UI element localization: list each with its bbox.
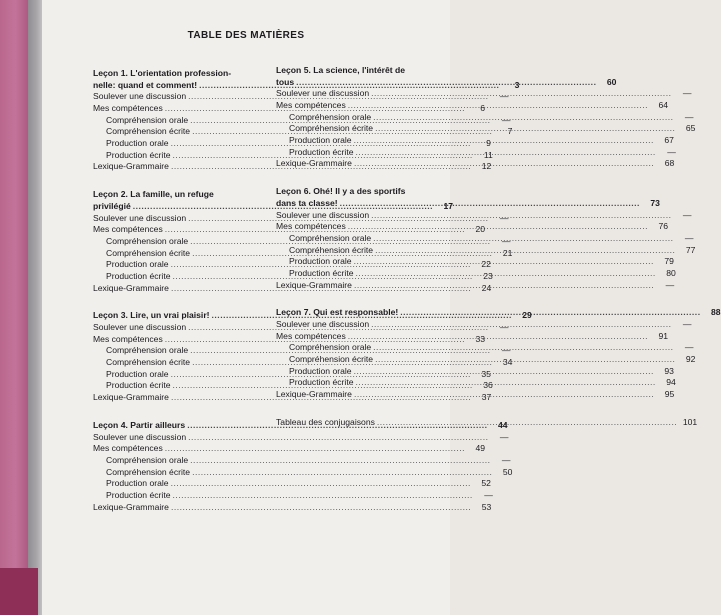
toc-entry-label: Lexique-Grammaire (276, 279, 352, 290)
toc-entry-label: Production écrite (106, 270, 171, 281)
dot-leader (354, 256, 654, 268)
toc-entry-page: — (667, 146, 676, 157)
toc-entry-page: — (484, 489, 493, 500)
toc-entry-label: Compréhension écrite (289, 123, 374, 134)
toc-entry-page: 95 (664, 389, 675, 400)
lesson-heading[interactable] (276, 76, 617, 89)
toc-entry[interactable] (93, 224, 486, 236)
toc-entry-page: 64 (658, 100, 669, 111)
toc-entry-label: Compréhension écrite (289, 244, 374, 255)
dot-leader (348, 100, 648, 112)
toc-entry[interactable] (93, 235, 511, 248)
toc-entry[interactable] (276, 232, 694, 245)
toc-entry-label: Production orale (289, 135, 352, 146)
dot-leader (400, 307, 700, 319)
toc-entry-label: Soulever une discussion (93, 212, 187, 223)
toc-entry[interactable] (276, 88, 692, 100)
toc-entry-page: 34 (502, 357, 513, 368)
toc-entry-page: 23 (483, 270, 493, 281)
toc-entry-label: Compréhension écrite (106, 466, 191, 477)
toc-entry-page: 91 (658, 330, 669, 341)
toc-entry-label: Production orale (106, 368, 169, 379)
toc-entry-label: Compréhension orale (289, 342, 372, 353)
toc-entry-label: Compréhension écrite (106, 357, 191, 368)
toc-entry[interactable] (276, 111, 694, 124)
toc-entry-label: Compréhension orale (106, 454, 189, 465)
dot-leader (192, 467, 492, 479)
toc-entry-label: Production écrite (289, 267, 354, 278)
toc-entry-label: Mes compétences (276, 100, 346, 111)
book-spine-pink (0, 0, 28, 615)
toc-entry-page: — (501, 114, 511, 125)
dot-leader (371, 319, 671, 331)
toc-entry-page: 7 (507, 126, 513, 137)
toc-entry-page: 6 (480, 103, 486, 114)
toc-entry-page: 33 (475, 333, 486, 344)
dot-leader (356, 147, 656, 159)
toc-entry-label: Soulever une discussion (93, 431, 187, 442)
toc-entry[interactable] (93, 431, 509, 444)
toc-entry-label: Production écrite (289, 146, 354, 157)
lesson-heading-text: Leçon 4. Partir ailleurs (93, 419, 186, 430)
toc-entry-page: 92 (685, 354, 696, 365)
toc-entry-label: Compréhension orale (106, 114, 189, 125)
dot-leader (354, 389, 654, 401)
dot-leader (354, 135, 654, 147)
toc-entry-page: 79 (664, 256, 674, 267)
toc-entry[interactable] (93, 466, 513, 479)
lesson-heading-line1: Leçon 6. Ohé! Il y a des sportifs (276, 186, 406, 197)
dot-leader (171, 478, 471, 490)
toc-entry[interactable] (93, 138, 491, 150)
dot-leader (373, 112, 673, 124)
toc-entry-label: Tableau des conjugaisons (276, 416, 375, 427)
toc-entry-label: Lexique-Grammaire (93, 501, 169, 512)
toc-entry-page: 35 (481, 368, 491, 379)
toc-entry-page: 94 (666, 377, 676, 388)
dot-leader (371, 210, 671, 222)
toc-entry-label: Soulever une discussion (93, 91, 187, 102)
dot-leader (354, 158, 654, 170)
toc-entry[interactable] (93, 368, 491, 381)
dot-leader (377, 417, 677, 429)
toc-entry[interactable] (93, 380, 493, 393)
toc-entry-label: Soulever une discussion (276, 88, 370, 99)
toc-entry[interactable] (276, 123, 696, 135)
toc-entry-page: 53 (481, 501, 492, 512)
toc-entry[interactable] (93, 149, 493, 162)
lesson-heading-page: 73 (650, 197, 660, 208)
toc-entry-page: 20 (475, 224, 486, 235)
lesson-heading-line1: Leçon 5. La science, l'intérêt de (276, 65, 406, 75)
lesson-heading-page: 88 (711, 307, 721, 318)
toc-entry[interactable] (93, 259, 491, 271)
dot-leader (356, 377, 656, 389)
toc-entry[interactable] (93, 126, 513, 138)
toc-entry[interactable] (93, 478, 491, 490)
dot-leader (188, 432, 488, 444)
toc-entry-page: 77 (685, 244, 696, 255)
toc-entry-label: Mes compétences (93, 333, 163, 344)
toc-entry-label: Lexique-Grammaire (276, 158, 352, 169)
toc-entry-label: Mes compétences (93, 103, 163, 114)
lesson-heading-line1: Leçon 1. L'orientation profession- (93, 68, 232, 78)
toc-entry[interactable] (93, 91, 509, 103)
toc-entry-label: Compréhension orale (106, 235, 189, 246)
toc-entry-label: Mes compétences (93, 443, 163, 454)
book-spine-gray (28, 0, 42, 615)
toc-entry-label: Compréhension orale (106, 345, 189, 356)
toc-entry-page: 49 (475, 443, 486, 454)
toc-entry[interactable] (93, 161, 492, 174)
toc-entry-label: Soulever une discussion (276, 209, 370, 220)
toc-entry-label: Production orale (106, 259, 169, 270)
toc-entry[interactable] (93, 357, 513, 369)
toc-entry-label: Soulever une discussion (276, 319, 370, 330)
toc-entry[interactable] (93, 282, 492, 295)
toc-entry-label: Lexique-Grammaire (93, 282, 169, 293)
lesson-heading-text: dans ta classe! (276, 197, 338, 208)
page-title: TABLE DES MATIÈRES (187, 30, 305, 41)
toc-entry-page: 67 (664, 135, 674, 146)
toc-entry-label: Compréhension écrite (289, 354, 374, 365)
toc-entry-page: 12 (481, 161, 492, 172)
toc-entry-label: Compréhension orale (289, 232, 372, 243)
dot-leader (373, 342, 673, 354)
toc-entry-page: — (501, 235, 511, 246)
toc-entry-page: — (501, 345, 511, 356)
toc-entry-label: Production écrite (106, 489, 171, 500)
toc-entry[interactable] (93, 103, 486, 115)
lesson-heading-text: tous (276, 76, 295, 87)
toc-entry-page: — (499, 322, 509, 333)
lesson-heading-page: 60 (606, 76, 617, 87)
dot-leader (190, 455, 490, 467)
dot-leader (296, 77, 596, 89)
toc-entry-page: 50 (502, 466, 513, 477)
dot-leader (171, 502, 471, 514)
toc-entry-page: 68 (664, 158, 675, 169)
dot-leader (354, 366, 654, 378)
toc-entry-label: Production orale (289, 365, 352, 376)
toc-entry-label: Production écrite (106, 380, 171, 391)
toc-entry-page: — (684, 111, 694, 122)
toc-entry-label: Lexique-Grammaire (276, 389, 352, 400)
toc-entry-page: — (682, 88, 692, 99)
toc-entry[interactable] (276, 342, 694, 354)
toc-entry[interactable] (93, 489, 493, 502)
toc-entry-page: 37 (481, 392, 492, 403)
toc-entry-label: Production orale (106, 478, 169, 489)
toc-entry-page: — (499, 91, 509, 102)
toc-entry[interactable] (93, 454, 511, 467)
toc-entry-page: 21 (502, 247, 513, 258)
lesson-heading-page: 3 (514, 79, 520, 90)
toc-entry-page: — (682, 209, 692, 220)
toc-entry-page: 93 (664, 365, 674, 376)
toc-entry-page: — (501, 454, 511, 465)
lesson-heading-line1: Leçon 2. La famille, un refuge (93, 189, 214, 200)
toc-entry-label: Production écrite (106, 149, 171, 160)
toc-entry-label: Mes compétences (276, 330, 346, 341)
lesson-heading-text: privilégié (93, 200, 131, 211)
toc-entry-page: — (665, 279, 675, 290)
toc-entry-label: Production orale (289, 256, 352, 267)
toc-entry-page: — (684, 342, 694, 353)
toc-entry-page: 65 (685, 123, 696, 134)
toc-entry-label: Compréhension orale (289, 111, 372, 122)
toc-entry[interactable] (93, 114, 511, 127)
toc-entry[interactable] (276, 100, 669, 112)
toc-entry-page: — (682, 319, 692, 330)
dot-leader (356, 268, 656, 280)
dot-leader (371, 88, 671, 100)
lesson-heading[interactable] (276, 197, 660, 210)
toc-entry-page: 36 (483, 380, 493, 391)
toc-entry-page: 22 (481, 259, 491, 270)
toc-entry[interactable] (93, 212, 509, 225)
toc-entry[interactable] (93, 322, 509, 334)
lesson-heading-page: 44 (497, 419, 508, 430)
toc-entry-label: Production orale (106, 138, 169, 149)
toc-entry-page: 9 (486, 138, 491, 149)
toc-entry-page: 11 (483, 149, 493, 160)
toc-entry-page: — (499, 212, 509, 223)
toc-entry[interactable] (276, 209, 692, 222)
toc-entry-label: Compréhension écrite (106, 126, 191, 137)
dot-leader (354, 280, 654, 292)
toc-entry-label: Mes compétences (93, 224, 163, 235)
toc-entry-page: 52 (481, 478, 491, 489)
toc-entry-page: — (684, 232, 694, 243)
toc-entry-label: Mes compétences (276, 221, 346, 232)
toc-entry[interactable] (276, 135, 674, 147)
toc-entry[interactable] (93, 270, 493, 283)
toc-entry-page: 24 (481, 282, 492, 293)
toc-entry[interactable] (93, 392, 492, 404)
toc-entry-label: Lexique-Grammaire (93, 161, 169, 172)
lesson-heading-text: nelle: quand et comment! (93, 79, 198, 90)
dot-leader (340, 198, 640, 210)
dot-leader (375, 123, 675, 135)
dot-leader (375, 245, 675, 257)
lesson-heading-page: 29 (522, 310, 532, 321)
toc-entry-label: Lexique-Grammaire (93, 392, 169, 403)
toc-entry[interactable] (276, 319, 692, 331)
dot-leader (165, 443, 465, 455)
toc-entry[interactable] (93, 247, 513, 260)
toc-entry-page: 76 (658, 221, 669, 232)
lesson-heading-text: Leçon 7. Qui est responsable! (276, 307, 399, 318)
dot-leader (375, 354, 675, 366)
toc-entry[interactable] (93, 501, 492, 514)
toc-entry-label: Production écrite (289, 377, 354, 388)
lesson-heading-page: 17 (443, 200, 454, 211)
toc-entry-page: 80 (666, 267, 676, 278)
toc-entry[interactable] (93, 333, 486, 346)
toc-entry-page: 101 (682, 416, 698, 427)
book-spine-corner (0, 568, 38, 615)
dot-leader (173, 490, 473, 502)
dot-leader (348, 331, 648, 343)
toc-entry-label: Soulever une discussion (93, 322, 187, 333)
dot-leader (348, 221, 648, 233)
toc-entry-label: Compréhension écrite (106, 247, 191, 258)
toc-entry[interactable] (93, 443, 486, 455)
dot-leader (373, 233, 673, 245)
lesson-heading-text: Leçon 3. Lire, un vrai plaisir! (93, 310, 210, 321)
toc-entry[interactable] (93, 345, 511, 357)
toc-entry-page: — (499, 431, 509, 442)
contents-page (42, 0, 721, 615)
